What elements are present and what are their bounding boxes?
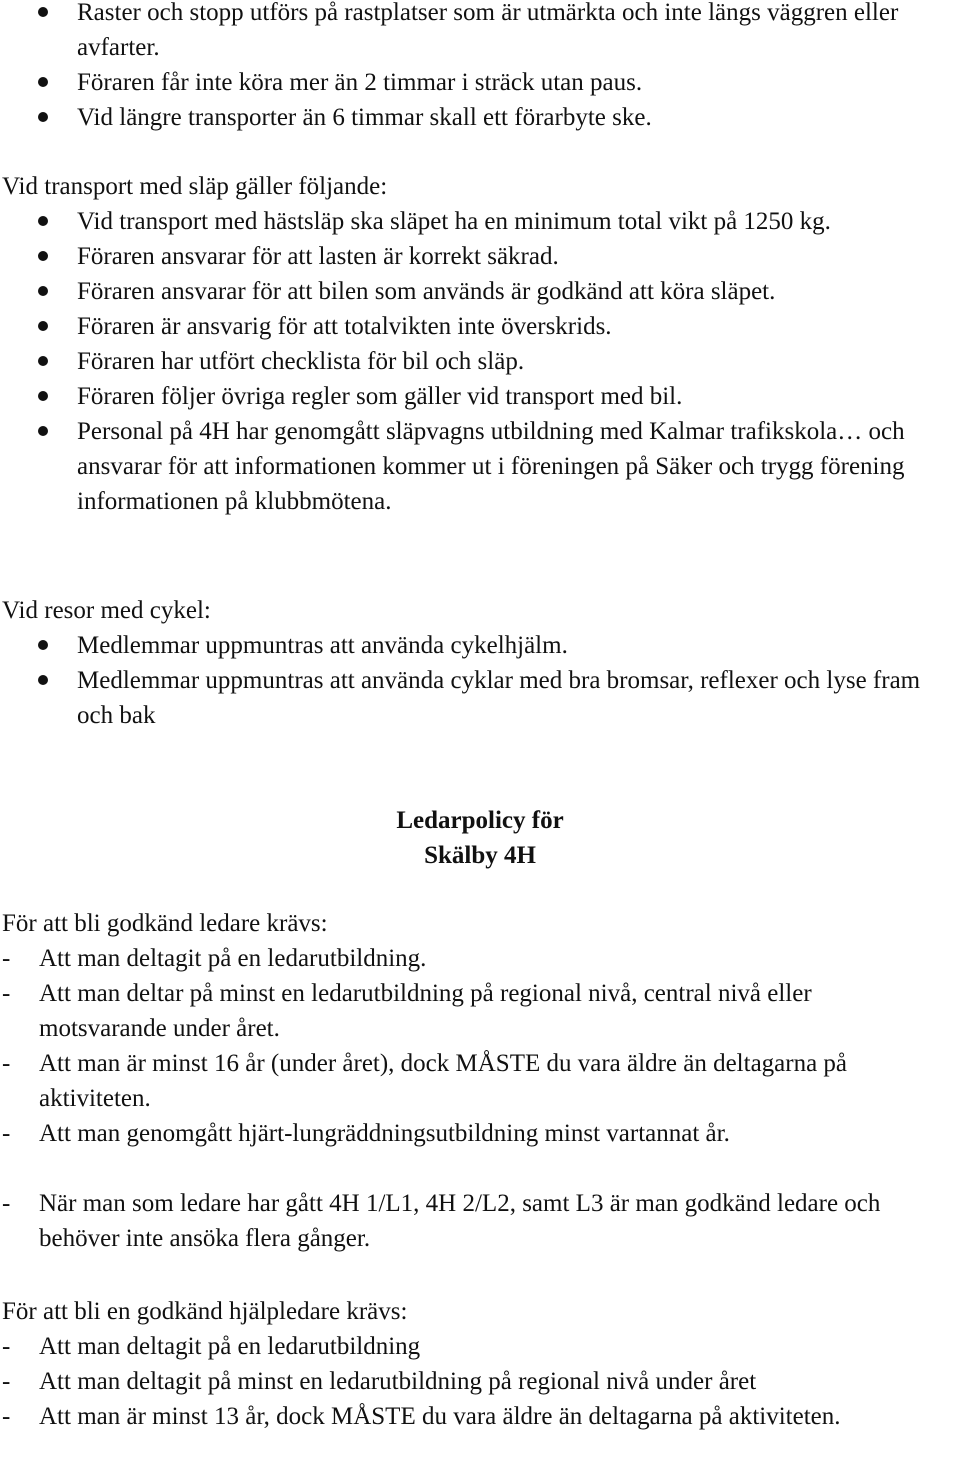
travel-rules-list [0, 0, 960, 135]
list-item: Vid längre transporter än 6 timmar skall ett förarbyte ske. [0, 100, 960, 135]
leader-section [0, 906, 960, 1256]
list-item: - Att man är minst 16 år (under året), dock MÅSTE du vara äldre än deltagarna på aktiviteten. [0, 1046, 960, 1116]
assistant-section [0, 1294, 960, 1434]
list-item: - När man som ledare har gått 4H 1/L1, 4H 2/L2, samt L3 är man godkänd ledare och behöver inte ansöka flera gånger. [0, 1186, 960, 1256]
policy-title-line1: Ledarpolicy för [396, 807, 564, 834]
trailer-list [0, 204, 960, 519]
list-item: Raster och stopp utförs på rastplatser som är utmärkta och inte längs väggren eller avfarter. [0, 0, 960, 65]
leader-heading: För att bli godkänd ledare krävs: [2, 910, 328, 937]
list-item: Föraren har utfört checklista för bil och släp. [0, 344, 960, 379]
list-item: - Att man är minst 13 år, dock MÅSTE du vara äldre än deltagarna på aktiviteten. [0, 1399, 960, 1434]
list-item: - Att man deltagit på minst en ledarutbildning på regional nivå under året [0, 1364, 960, 1399]
leader-requirements-list [0, 941, 960, 1151]
trailer-heading: Vid transport med släp gäller följande: [2, 173, 388, 200]
list-item: Medlemmar uppmuntras att använda cyklar med bra bromsar, reflexer och lyse fram och bak [0, 663, 960, 733]
assistant-heading: För att bli en godkänd hjälpledare krävs: [2, 1298, 408, 1325]
list-item: - Att man deltagit på en ledarutbildning [0, 1329, 960, 1364]
list-item: - Att man deltar på minst en ledarutbildning på regional nivå, central nivå eller motsvarande under året. [0, 976, 960, 1046]
list-item: Föraren följer övriga regler som gäller vid transport med bil. [0, 379, 960, 414]
list-item: - Att man genomgått hjärt-lungräddningsutbildning minst vartannat år. [0, 1116, 960, 1151]
list-item: Föraren ansvarar för att bilen som används är godkänd att köra släpet. [0, 274, 960, 309]
assistant-requirements-list [0, 1329, 960, 1434]
list-item: Vid transport med hästsläp ska släpet ha en minimum total vikt på 1250 kg. [0, 204, 960, 239]
trailer-section [0, 169, 960, 519]
list-item: Föraren får inte köra mer än 2 timmar i sträck utan paus. [0, 65, 960, 100]
list-item: Medlemmar uppmuntras att använda cykelhjälm. [0, 628, 960, 663]
policy-title [0, 803, 960, 873]
list-item: Föraren är ansvarig för att totalvikten inte överskrids. [0, 309, 960, 344]
list-item: Personal på 4H har genomgått släpvagns utbildning med Kalmar trafikskola… och ansvarar för att informationen kommer ut i föreningen på Säker och trygg förening informationen på klubbmötena. [0, 414, 960, 519]
policy-title-line2: Skälby 4H [424, 842, 536, 869]
bike-section [0, 593, 960, 733]
leader-extra-list [0, 1186, 960, 1256]
bike-list [0, 628, 960, 733]
list-item: Föraren ansvarar för att lasten är korrekt säkrad. [0, 239, 960, 274]
list-item: - Att man deltagit på en ledarutbildning. [0, 941, 960, 976]
travel-rules-section [0, 0, 960, 135]
bike-heading: Vid resor med cykel: [2, 597, 211, 624]
